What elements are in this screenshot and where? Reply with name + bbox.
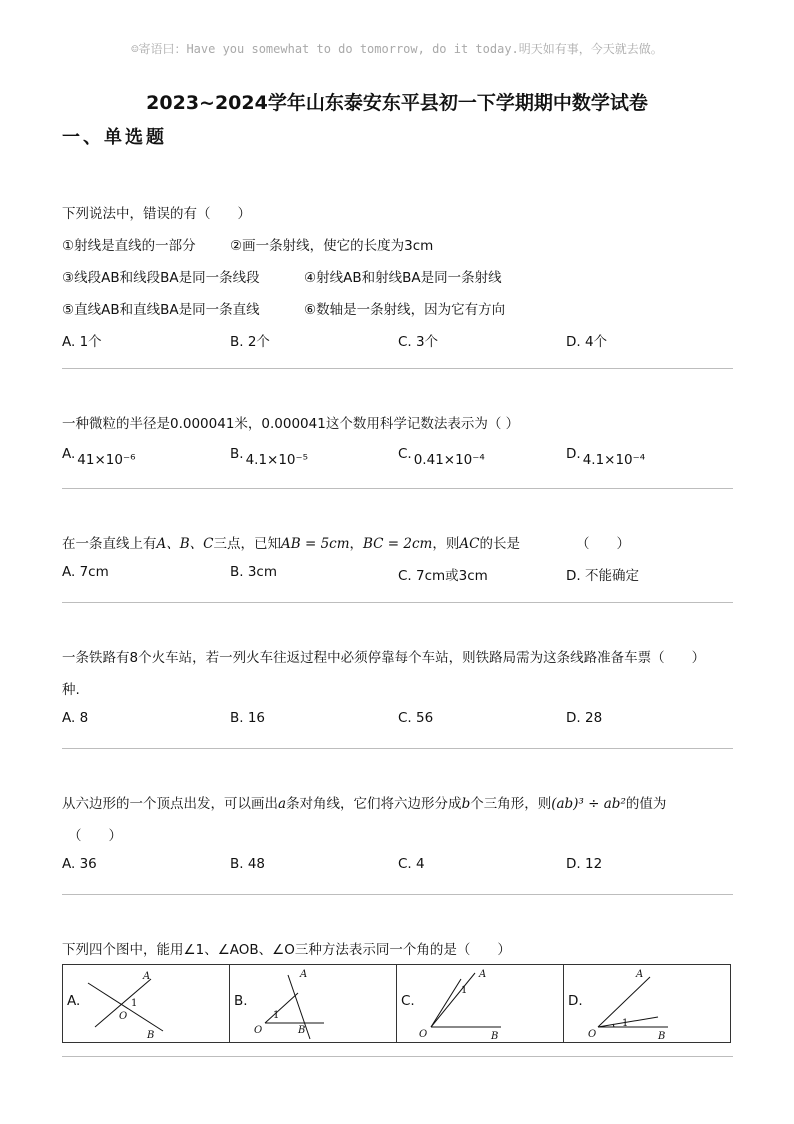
q5-stem-line2: （ ） xyxy=(68,828,122,844)
q4-option-b[interactable]: B. 16 xyxy=(230,710,266,726)
point-b-label: B xyxy=(298,1025,306,1036)
divider xyxy=(62,602,733,603)
q2-option-c[interactable]: C. 0.41×10⁻⁴ xyxy=(398,446,485,468)
q1-option-b[interactable]: B. 2个 xyxy=(230,334,270,350)
q1-item-6: ⑥数轴是一条射线，因为它有方向 xyxy=(304,302,506,318)
point-a-label: A xyxy=(636,969,644,980)
q5-option-d[interactable]: D. 12 xyxy=(566,856,603,872)
figure-label: D. xyxy=(568,993,583,1009)
q6-figure-table xyxy=(62,964,731,1043)
watermark: ☺寄语曰：Have you somewhat to do tomorrow, do it today.明天如有事，今天就去做。 xyxy=(131,42,663,56)
angle-diagram-d xyxy=(564,965,730,1042)
q1-options xyxy=(62,330,734,350)
q1-option-c[interactable]: C. 3个 xyxy=(398,334,439,350)
q1-option-d[interactable]: D. 4个 xyxy=(566,334,608,350)
q4-stem-line1: 一条铁路有8个火车站，若一列火车往返过程中必须停靠每个车站，则铁路局需为这条线路准备车票（ ） xyxy=(62,650,706,666)
figure-label: B. xyxy=(234,993,248,1009)
q6-stem: 下列四个图中，能用∠1、∠AOB、∠O三种方法表示同一个角的是（ ） xyxy=(62,942,511,958)
q2-option-d[interactable]: D. 4.1×10⁻⁴ xyxy=(566,446,646,468)
q3-option-c[interactable]: C. 7cm或3cm xyxy=(398,568,488,584)
divider xyxy=(62,1056,733,1057)
divider xyxy=(62,748,733,749)
q5-option-b[interactable]: B. 48 xyxy=(230,856,266,872)
point-o-label: O xyxy=(419,1029,428,1040)
q3-options xyxy=(62,564,734,584)
point-b-label: B xyxy=(147,1030,155,1041)
angle-1-label: 1 xyxy=(273,1010,280,1021)
q2-option-b[interactable]: B. 4.1×10⁻⁵ xyxy=(230,446,309,468)
point-b-label: B xyxy=(491,1031,499,1042)
q2-option-a[interactable]: A. 41×10⁻⁶ xyxy=(62,446,136,468)
angle-1-label: 1 xyxy=(131,998,138,1009)
point-o-label: O xyxy=(254,1025,263,1036)
page-title: 2023~2024学年山东泰安东平县初一下学期期中数学试卷 xyxy=(146,92,648,114)
angle-1-label: 1 xyxy=(461,985,468,996)
q2-options xyxy=(62,446,734,466)
angle-diagram-a xyxy=(63,965,229,1042)
q1-option-a[interactable]: A. 1个 xyxy=(62,334,102,350)
divider xyxy=(62,368,733,369)
q1-item-4: ④射线AB和射线BA是同一条射线 xyxy=(304,270,502,286)
q3-stem: 在一条直线上有A、B、C三点，已知AB = 5cm，BC = 2cm，则AC的长是 （ ） xyxy=(62,536,630,552)
point-o-label: O xyxy=(119,1011,128,1022)
angle-diagram-b xyxy=(230,965,396,1042)
angle-1-label: 1 xyxy=(622,1018,629,1029)
q2-stem: 一种微粒的半径是0.000041米，0.000041这个数用科学记数法表示为（ ） xyxy=(62,416,520,432)
q5-stem-line1: 从六边形的一个顶点出发，可以画出a条对角线，它们将六边形分成b个三角形，则(ab)³ ÷ ab²的值为 xyxy=(62,796,667,812)
q4-option-a[interactable]: A. 8 xyxy=(62,710,89,726)
figure-label: A. xyxy=(67,993,81,1009)
q4-option-c[interactable]: C. 56 xyxy=(398,710,434,726)
angle-diagram-c xyxy=(397,965,563,1042)
section-heading: 一、单选题 xyxy=(62,127,167,148)
q5-option-a[interactable]: A. 36 xyxy=(62,856,97,872)
q3-option-d[interactable]: D. 不能确定 xyxy=(566,568,639,584)
q3-option-a[interactable]: A. 7cm xyxy=(62,564,109,580)
q6-figure-c[interactable] xyxy=(397,965,564,1042)
point-b-label: B xyxy=(658,1031,666,1042)
q4-stem-line2: 种. xyxy=(62,682,80,698)
point-a-label: A xyxy=(300,969,308,980)
q6-figure-b[interactable] xyxy=(230,965,397,1042)
q4-option-d[interactable]: D. 28 xyxy=(566,710,603,726)
q3-option-b[interactable]: B. 3cm xyxy=(230,564,278,580)
q5-options xyxy=(62,856,734,876)
point-a-label: A xyxy=(143,971,151,982)
q6-figure-a[interactable] xyxy=(63,965,230,1042)
q1-item-1: ①射线是直线的一部分 xyxy=(62,238,196,254)
q1-stem: 下列说法中，错误的有（ ） xyxy=(62,206,251,222)
divider xyxy=(62,894,733,895)
q1-item-5: ⑤直线AB和直线BA是同一条直线 xyxy=(62,302,260,318)
point-a-label: A xyxy=(479,969,487,980)
q1-item-3: ③线段AB和线段BA是同一条线段 xyxy=(62,270,260,286)
divider xyxy=(62,488,733,489)
point-o-label: O xyxy=(588,1029,597,1040)
q1-item-2: ②画一条射线，使它的长度为3cm xyxy=(230,238,434,254)
figure-label: C. xyxy=(401,993,415,1009)
q4-options xyxy=(62,710,734,730)
q5-option-c[interactable]: C. 4 xyxy=(398,856,425,872)
q6-figure-d[interactable] xyxy=(564,965,730,1042)
